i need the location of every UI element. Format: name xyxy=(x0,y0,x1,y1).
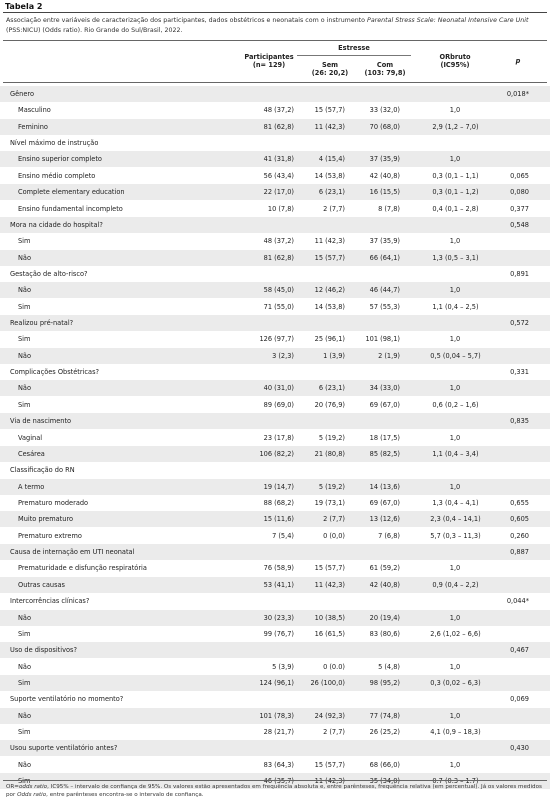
category-label: Prematuridade e disfunção respiratória xyxy=(18,564,147,573)
odds-ratio-cell: 1,0 xyxy=(449,237,461,246)
odds-ratio-cell: 0,3 (0,1 – 1,2) xyxy=(432,188,479,197)
without-stress-cell: 15 (57,7) xyxy=(314,564,345,573)
table-row xyxy=(0,201,550,217)
without-stress-cell: 11 (42,3) xyxy=(314,122,345,131)
odds-ratio-cell: 0,5 (0,04 – 5,7) xyxy=(430,351,481,360)
category-label: Sim xyxy=(18,629,31,638)
with-stress-cell: 5 (4,8) xyxy=(378,662,400,671)
table-row xyxy=(0,397,550,413)
category-label: Não xyxy=(18,662,32,671)
without-stress-cell: 11 (42,3) xyxy=(314,777,345,786)
participants-cell: 41 (31,8) xyxy=(263,155,294,164)
header-bottom-rule xyxy=(3,82,547,83)
odds-ratio-cell: 1,0 xyxy=(449,155,461,164)
table-row xyxy=(0,708,550,724)
section-label: Intercorrências clínicas? xyxy=(10,597,90,606)
category-label: Sim xyxy=(18,678,31,687)
without-stress-cell: 2 (7,7) xyxy=(323,515,345,524)
table-row xyxy=(0,724,550,740)
category-label: Não xyxy=(18,286,32,295)
p-value-cell: 0,891 xyxy=(510,269,529,278)
with-stress-cell: 26 (25,2) xyxy=(369,728,400,737)
with-stress-cell: 8 (7,8) xyxy=(378,204,400,213)
odds-ratio-cell: 0,9 (0,4 – 2,2) xyxy=(432,580,479,589)
without-stress-cell: 16 (61,5) xyxy=(314,629,345,638)
table-caption xyxy=(6,16,544,36)
table-section-row xyxy=(0,364,550,380)
without-stress-cell: 6 (23,1) xyxy=(318,188,345,197)
p-value-cell: 0,467 xyxy=(510,646,529,655)
table-row xyxy=(0,675,550,691)
participants-cell: 101 (78,3) xyxy=(259,711,294,720)
table-section-row xyxy=(0,691,550,707)
with-stress-cell: 77 (74,8) xyxy=(369,711,400,720)
with-stress-cell: 46 (44,7) xyxy=(369,286,400,295)
section-label: Uso de dispositivos? xyxy=(10,646,77,655)
table-row xyxy=(0,348,550,364)
participants-cell: 53 (41,1) xyxy=(263,580,294,589)
col-header-participants-label: Participantes xyxy=(244,53,294,61)
participants-cell: 7 (5,4) xyxy=(272,531,294,540)
with-stress-cell: 37 (35,9) xyxy=(369,237,400,246)
table-number-label: Tabela 2 xyxy=(5,2,43,11)
participants-cell: 71 (55,0) xyxy=(263,302,294,311)
with-stress-cell: 37 (35,9) xyxy=(369,155,400,164)
participants-cell: 23 (17,8) xyxy=(263,433,294,442)
section-label: Causa de internação em UTI neonatal xyxy=(10,548,135,557)
category-label: A termo xyxy=(18,482,45,491)
category-label: Complete elementary education xyxy=(18,188,125,197)
participants-cell: 106 (82,2) xyxy=(259,449,294,458)
table-section-row xyxy=(0,413,550,429)
participants-cell: 48 (37,2) xyxy=(263,106,294,115)
with-stress-cell: 18 (17,5) xyxy=(369,433,400,442)
without-stress-cell: 11 (42,3) xyxy=(314,580,345,589)
category-label: Ensino fundamental incompleto xyxy=(18,204,123,213)
table-section-row xyxy=(0,86,550,102)
with-stress-cell: 35 (34,0) xyxy=(369,777,400,786)
odds-ratio-cell: 0,3 (0,02 – 6,3) xyxy=(430,678,481,687)
table-row xyxy=(0,757,550,773)
table-row xyxy=(0,430,550,446)
with-stress-cell: 7 (6,8) xyxy=(378,531,400,540)
odds-ratio-cell: 1,0 xyxy=(449,613,461,622)
odds-ratio-cell: 2,6 (1,02 – 6,6) xyxy=(430,629,481,638)
with-stress-cell: 61 (59,2) xyxy=(369,564,400,573)
with-stress-cell: 70 (68,0) xyxy=(369,122,400,131)
footnote-italic-2: Odds ratio xyxy=(17,792,47,798)
odds-ratio-cell: 1,0 xyxy=(449,286,461,295)
odds-ratio-cell: 0.7 (0.3 – 1.7) xyxy=(432,777,479,786)
col-header-without-n: (26: 20,2) xyxy=(311,69,349,77)
without-stress-cell: 5 (19,2) xyxy=(318,433,345,442)
table-row xyxy=(0,380,550,396)
odds-ratio-cell: 1,0 xyxy=(449,760,461,769)
category-label: Prematuro moderado xyxy=(18,499,89,507)
category-label: Feminino xyxy=(18,122,48,131)
table-section-row xyxy=(0,217,550,233)
participants-cell: 46 (35,7) xyxy=(263,777,294,786)
col-header-without-stress xyxy=(300,61,360,77)
participants-cell: 22 (17,0) xyxy=(263,188,294,197)
with-stress-cell: 34 (33,0) xyxy=(369,384,400,393)
caption-text-start: Associação entre variáveis de caracterização dos participantes, dados obstétricos e neonatais com o instrumento xyxy=(6,17,368,24)
with-stress-cell: 101 (98,1) xyxy=(365,335,400,344)
with-stress-cell: 66 (64,1) xyxy=(369,253,400,262)
without-stress-cell: 0 (0,0) xyxy=(323,531,345,540)
p-value-cell: 0,605 xyxy=(510,515,529,524)
p-value-cell: 0,655 xyxy=(510,499,529,507)
table-section-row xyxy=(0,593,550,609)
odds-ratio-cell: 1,3 (0,4 – 4,1) xyxy=(432,499,479,507)
col-header-participants xyxy=(236,53,302,69)
p-value-cell: 0,080 xyxy=(510,188,529,197)
odds-ratio-cell: 1,1 (0,4 – 2,5) xyxy=(432,302,479,311)
participants-cell: 10 (7,8) xyxy=(267,204,294,213)
table-row xyxy=(0,495,550,511)
p-value-cell: 0,260 xyxy=(510,531,529,540)
table-row xyxy=(0,119,550,135)
odds-ratio-cell: 1,3 (0,5 – 3,1) xyxy=(432,253,479,262)
with-stress-cell: 57 (55,3) xyxy=(369,302,400,311)
participants-cell: 88 (68,2) xyxy=(263,499,294,507)
participants-cell: 126 (97,7) xyxy=(259,335,294,344)
participants-cell: 48 (37,2) xyxy=(263,237,294,246)
table-row xyxy=(0,479,550,495)
category-label: Masculino xyxy=(18,106,51,115)
participants-cell: 3 (2,3) xyxy=(272,351,294,360)
participants-cell: 76 (58,9) xyxy=(263,564,294,573)
table-row xyxy=(0,299,550,315)
table-row xyxy=(0,446,550,462)
table-row xyxy=(0,250,550,266)
footnote-part-2: , IC95% – intervalo de confiança de 95%. Os valores estão apresentados em frequência absoluta e, entre parênteses, frequência relativa (em percentual). Já os valores medidos por xyxy=(6,784,542,798)
without-stress-cell: 2 (7,7) xyxy=(323,728,345,737)
with-stress-cell: 98 (95,2) xyxy=(369,678,400,687)
col-header-with-n: (103: 79,8) xyxy=(364,69,406,77)
category-label: Sim xyxy=(18,400,31,409)
category-label: Não xyxy=(18,760,32,769)
odds-ratio-cell: 5,7 (0,3 – 11,3) xyxy=(430,531,481,540)
with-stress-cell: 69 (67,0) xyxy=(369,499,400,507)
section-label: Via de nascimento xyxy=(10,417,72,426)
category-label: Não xyxy=(18,351,32,360)
footnote-italic-1: odds ratio xyxy=(18,784,48,790)
caption-instrument-name: Parental Stress Scale: Neonatal Intensive Care Unit xyxy=(367,17,529,24)
odds-ratio-cell: 1,1 (0,4 – 3,4) xyxy=(432,449,479,458)
odds-ratio-cell: 1,0 xyxy=(449,711,461,720)
category-label: Muito prematuro xyxy=(18,515,74,524)
odds-ratio-cell: 1,0 xyxy=(449,482,461,491)
top-rule xyxy=(3,12,547,13)
participants-cell: 83 (64,3) xyxy=(263,760,294,769)
odds-ratio-cell: 1,0 xyxy=(449,335,461,344)
p-value-cell: 0,331 xyxy=(510,368,529,377)
with-stress-cell: 42 (40,8) xyxy=(369,171,400,180)
odds-ratio-cell: 1,0 xyxy=(449,662,461,671)
odds-ratio-cell: 1,0 xyxy=(449,433,461,442)
without-stress-cell: 12 (46,2) xyxy=(314,286,345,295)
category-label: Ensino médio completo xyxy=(18,171,96,180)
p-value-cell: 0,430 xyxy=(510,744,529,753)
table-row xyxy=(0,577,550,593)
table-row xyxy=(0,184,550,200)
odds-ratio-cell: 2,9 (1,2 – 7,0) xyxy=(432,122,479,131)
col-header-or-label: ORbruto xyxy=(439,53,471,61)
table-row xyxy=(0,610,550,626)
without-stress-cell: 6 (23,1) xyxy=(318,384,345,393)
header-top-rule xyxy=(3,40,547,41)
participants-cell: 15 (11,6) xyxy=(263,515,294,524)
with-stress-cell: 33 (32,0) xyxy=(369,106,400,115)
participants-cell: 89 (69,0) xyxy=(263,400,294,409)
table-row xyxy=(0,168,550,184)
odds-ratio-cell: 0,6 (0,2 – 1,6) xyxy=(432,400,479,409)
section-label: Mora na cidade do hospital? xyxy=(10,220,103,229)
table-section-row xyxy=(0,266,550,282)
p-value-cell: 0,065 xyxy=(510,171,529,180)
table-row xyxy=(0,102,550,118)
footnote-part-3: , entre parênteses encontra-se o intervalo de confiança. xyxy=(46,792,204,798)
participants-cell: 81 (62,8) xyxy=(263,253,294,262)
with-stress-cell: 2 (1,9) xyxy=(378,351,400,360)
with-stress-cell: 14 (13,6) xyxy=(369,482,400,491)
without-stress-cell: 14 (53,8) xyxy=(314,171,345,180)
category-label: Vaginal xyxy=(18,433,43,442)
with-stress-cell: 68 (66,0) xyxy=(369,760,400,769)
table-row xyxy=(0,282,550,298)
without-stress-cell: 2 (7,7) xyxy=(323,204,345,213)
caption-text-end: (PSS:NICU) (Odds ratio). Rio Grande do Sul/Brasil, 2022. xyxy=(6,27,183,34)
table-row xyxy=(0,626,550,642)
category-label: Sim xyxy=(18,728,31,737)
p-value-cell: 0,887 xyxy=(510,548,529,557)
p-value-cell: 0,835 xyxy=(510,417,529,426)
section-label: Nível máximo de instrução xyxy=(10,139,99,148)
participants-cell: 124 (96,1) xyxy=(259,678,294,687)
without-stress-cell: 15 (57,7) xyxy=(314,760,345,769)
without-stress-cell: 0 (0.0) xyxy=(323,662,345,671)
odds-ratio-cell: 2,3 (0,4 – 14,1) xyxy=(430,515,481,524)
section-label: Gênero xyxy=(10,90,35,98)
category-label: Sim xyxy=(18,335,31,344)
without-stress-cell: 20 (76,9) xyxy=(314,400,345,409)
col-header-ci-label: (IC95%) xyxy=(440,61,470,69)
col-header-or xyxy=(424,53,486,69)
participants-cell: 58 (45,0) xyxy=(263,286,294,295)
col-header-p: p xyxy=(515,57,521,65)
table-section-row xyxy=(0,740,550,756)
with-stress-cell: 13 (12,6) xyxy=(369,515,400,524)
category-label: Prematuro extremo xyxy=(18,531,82,540)
table-row xyxy=(0,659,550,675)
category-label: Sim xyxy=(18,237,31,246)
table-row xyxy=(0,151,550,167)
table-bottom-rule xyxy=(3,780,547,781)
without-stress-cell: 21 (80,8) xyxy=(314,449,345,458)
participants-cell: 81 (62,8) xyxy=(263,122,294,131)
participants-cell: 56 (43,4) xyxy=(263,171,294,180)
table-row xyxy=(0,560,550,576)
with-stress-cell: 20 (19,4) xyxy=(369,613,400,622)
category-label: Não xyxy=(18,613,32,622)
without-stress-cell: 19 (73,1) xyxy=(314,499,345,507)
section-label: Usou suporte ventilatório antes? xyxy=(10,744,118,753)
p-value-cell: 0,069 xyxy=(510,695,529,704)
without-stress-cell: 11 (42,3) xyxy=(314,237,345,246)
without-stress-cell: 10 (38,5) xyxy=(314,613,345,622)
participants-cell: 28 (21,7) xyxy=(263,728,294,737)
p-value-cell: 0,377 xyxy=(510,204,529,213)
category-label: Outras causas xyxy=(18,580,65,589)
col-header-stress: Estresse xyxy=(338,44,370,52)
table-row xyxy=(0,331,550,347)
col-header-participants-n: (n= 129) xyxy=(252,61,286,69)
col-header-with-label: Com xyxy=(376,61,394,69)
section-label: Gestação de alto-risco? xyxy=(10,269,88,278)
without-stress-cell: 25 (96,1) xyxy=(314,335,345,344)
section-label: Realizou pré-natal? xyxy=(10,319,74,328)
category-label: Não xyxy=(18,711,32,720)
with-stress-cell: 16 (15,5) xyxy=(369,188,400,197)
without-stress-cell: 1 (3,9) xyxy=(323,351,345,360)
participants-cell: 40 (31,0) xyxy=(263,384,294,393)
category-label: Sim xyxy=(18,777,31,786)
odds-ratio-cell: 1,0 xyxy=(449,106,461,115)
stress-group-rule xyxy=(297,55,411,56)
participants-cell: 19 (14,7) xyxy=(263,482,294,491)
table-section-row xyxy=(0,544,550,560)
participants-cell: 5 (3,9) xyxy=(272,662,294,671)
odds-ratio-cell: 0,3 (0,1 – 1,1) xyxy=(432,171,479,180)
col-header-with-stress xyxy=(354,61,416,77)
table-section-row xyxy=(0,462,550,478)
category-label: Não xyxy=(18,384,32,393)
table-section-row xyxy=(0,315,550,331)
without-stress-cell: 5 (19,2) xyxy=(318,482,345,491)
category-label: Sim xyxy=(18,302,31,311)
table-row xyxy=(0,511,550,527)
without-stress-cell: 24 (92,3) xyxy=(314,711,345,720)
without-stress-cell: 15 (57,7) xyxy=(314,253,345,262)
footnote-part-1: OR= xyxy=(6,784,19,790)
section-label: Classificação do RN xyxy=(10,466,75,475)
without-stress-cell: 26 (100,0) xyxy=(310,678,345,687)
odds-ratio-cell: 1,0 xyxy=(449,384,461,393)
without-stress-cell: 14 (53,8) xyxy=(314,302,345,311)
with-stress-cell: 42 (40,8) xyxy=(369,580,400,589)
table-row xyxy=(0,233,550,249)
p-value-cell: 0,044* xyxy=(506,597,529,606)
table-section-row xyxy=(0,135,550,151)
p-value-cell: 0,548 xyxy=(510,220,529,229)
category-label: Cesárea xyxy=(18,449,45,458)
p-value-cell: 0,572 xyxy=(510,319,529,328)
category-label: Ensino superior completo xyxy=(18,155,102,164)
with-stress-cell: 69 (67,0) xyxy=(369,400,400,409)
without-stress-cell: 15 (57,7) xyxy=(314,106,345,115)
participants-cell: 30 (23,3) xyxy=(263,613,294,622)
section-label: Suporte ventilatório no momento? xyxy=(10,695,124,704)
table-section-row xyxy=(0,642,550,658)
odds-ratio-cell: 1,0 xyxy=(449,564,461,573)
p-value-cell: 0,018* xyxy=(506,90,529,98)
table-footnote xyxy=(6,783,544,799)
with-stress-cell: 83 (80,6) xyxy=(369,629,400,638)
odds-ratio-cell: 0,4 (0,1 – 2,8) xyxy=(432,204,479,213)
col-header-without-label: Sem xyxy=(321,61,339,69)
category-label: Não xyxy=(18,253,32,262)
odds-ratio-cell: 4,1 (0,9 – 18,3) xyxy=(430,728,481,737)
without-stress-cell: 4 (15,4) xyxy=(318,155,345,164)
with-stress-cell: 85 (82,5) xyxy=(369,449,400,458)
table-row xyxy=(0,528,550,544)
participants-cell: 99 (76,7) xyxy=(263,629,294,638)
section-label: Complicações Obstétricas? xyxy=(10,368,100,377)
